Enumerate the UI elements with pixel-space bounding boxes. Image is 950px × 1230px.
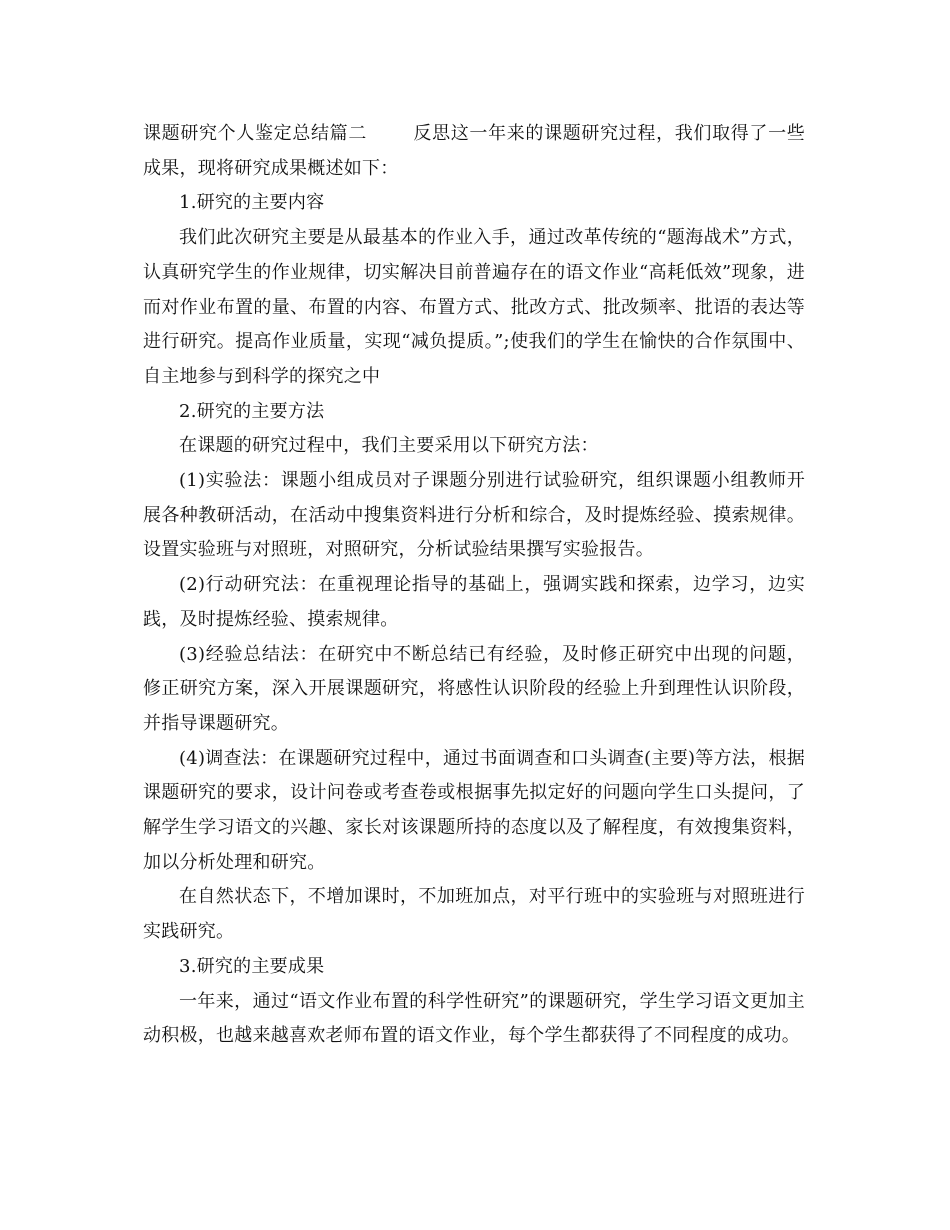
body-paragraph: 一年来，通过“语文作业布置的科学性研究”的课题研究，学生学习语文更加主动积极，也越来越喜欢老师布置的语文作业，每个学生都获得了不同程度的成功。 xyxy=(143,990,805,1047)
title-paragraph xyxy=(143,117,805,186)
body-paragraph: (4)调查法：在课题研究过程中，通过书面调查和口头调查(主要)等方法，根据课题研究的要求，设计问卷或考查卷或根据事先拟定好的问题向学生口头提问，了解学生学习语文的兴趣、家长对该课题所持的态度以及了解程度，有效搜集资料，加以分析处理和研究。 xyxy=(143,747,805,873)
body-paragraph: (2)行动研究法：在重视理论指导的基础上，强调实践和探索，边学习，边实践，及时提炼经验、摸索规律。 xyxy=(143,574,805,630)
body-paragraph: 在自然状态下，不增加课时，不加班加点，对平行班中的实验班与对照班进行实践研究。 xyxy=(143,886,805,943)
document-intro: 反思这一年来的课题研究过程，我们取得了一些成果，现将研究成果概述如下： xyxy=(143,123,805,179)
body-paragraph: 我们此次研究主要是从最基本的作业入手，通过改革传统的“题海战术”方式，认真研究学生的作业规律，切实解决目前普遍存在的语文作业“高耗低效”现象，进而对作业布置的量、布置的内容、布置方式、批改方式、批改频率、批语的表达等进行研究。提高作业质量，实现“减负提质。”;使我们的学生在愉快的合作氛围中、自主地参与到科学的探究之中 xyxy=(143,227,805,387)
body-paragraph: (1)实验法：课题小组成员对子课题分别进行试验研究，组织课题小组教师开展各种教研活动，在活动中搜集资料进行分析和综合，及时提炼经验、摸索规律。设置实验班与对照班，对照研究，分析试验结果撰写实验报告。 xyxy=(143,470,805,561)
body-paragraph: 在课题的研究过程中，我们主要采用以下研究方法： xyxy=(179,435,599,457)
section-heading: 1.研究的主要内容 xyxy=(179,192,325,214)
document-title: 课题研究个人鉴定总结篇二 xyxy=(143,123,367,144)
section-heading: 3.研究的主要成果 xyxy=(179,955,325,977)
document-page xyxy=(143,117,805,1054)
body-paragraph: (3)经验总结法：在研究中不断总结已有经验，及时修正研究中出现的问题，修正研究方案，深入开展课题研究，将感性认识阶段的经验上升到理性认识阶段，并指导课题研究。 xyxy=(143,643,805,734)
section-heading: 2.研究的主要方法 xyxy=(179,400,325,422)
